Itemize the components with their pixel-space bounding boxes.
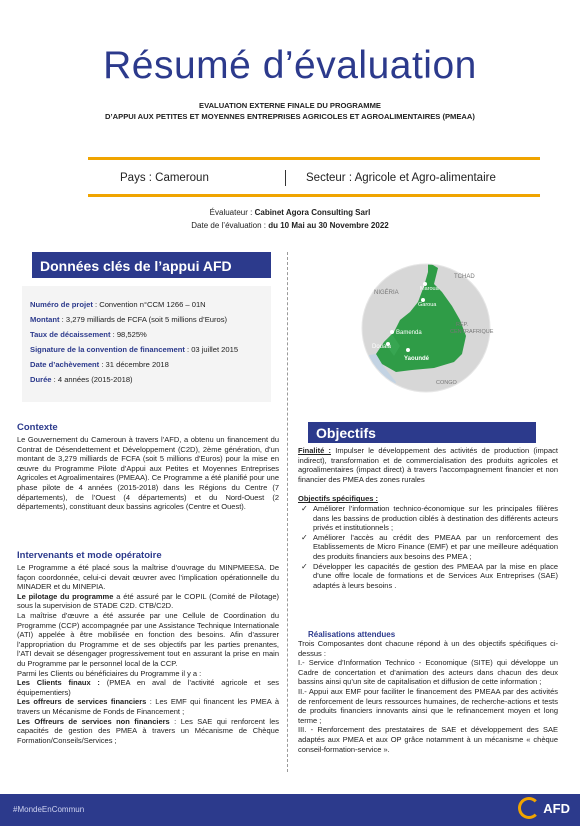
key-data-panel <box>22 286 271 402</box>
sector-label: Secteur : <box>306 172 355 184</box>
sector-info <box>306 172 496 184</box>
key-data-label: Numéro de projet <box>30 300 93 309</box>
key-data-value: : 4 années (2015-2018) <box>51 375 133 384</box>
map-label-bamenda: Bamenda <box>396 330 422 336</box>
evaluation-date-line <box>0 221 580 230</box>
key-data-label: Taux de décaissement <box>30 330 111 339</box>
objectives-header: Objectifs <box>308 422 536 443</box>
finality <box>298 446 558 484</box>
map-label-congo: CONGO <box>436 380 457 386</box>
list-item <box>301 503 558 533</box>
map-label-maroua: Maroua <box>420 286 439 292</box>
key-data-label: Durée <box>30 375 52 384</box>
map-label-tchad: TCHAD <box>454 274 475 280</box>
stakeholders-p5 <box>17 678 279 697</box>
checkmark-icon: ✓ <box>301 561 308 571</box>
key-data-row <box>30 312 271 327</box>
map-label-garoua: Garoua <box>418 302 437 308</box>
expected-results-iii: III. - Renforcement des prestataires de SAE et développement des SAE adaptés aux PMEA et aux OP grâce notamment à un mécanisme « chèque conseil-formation-service ». <box>298 725 558 754</box>
specific-objectives-title: Objectifs spécifiques : <box>298 494 379 504</box>
cameroon-map <box>356 262 496 394</box>
expected-results-intro: Trois Composantes dont chacune répond à un des objectifs spécifiques ci-dessus : <box>298 639 558 658</box>
key-data-row <box>30 327 271 342</box>
afd-logo-icon <box>518 797 540 819</box>
key-data-label: Montant <box>30 315 60 324</box>
stakeholders-p7-text: : Les SAE qui renforcent les capacités de gestion des PMEA à travers un Mécanisme de Chèque Formation/Conseils/Services ; <box>17 716 279 745</box>
afd-logo <box>518 797 570 819</box>
key-data-value: : 03 juillet 2015 <box>184 345 239 354</box>
map-label-rca-2: CENTRAFRIQUE <box>450 329 494 335</box>
specific-objectives-list <box>301 503 558 590</box>
stakeholders-p3: La maîtrise d’œuvre a été assurée par une Cellule de Coordination du Programme (CCP) accompagnée par une Assistance Technique Internationale (ATI) appelée à être mobilisée en fonction des besoins. Afin d’assurer l’appropriation du Programme et de ses objectifs par les parties prenantes, l’ATI devait se désengager progressivement tout en assurant la prise en main du Programme par le personnel local de la CCP. <box>17 610 279 668</box>
objectives-section <box>298 446 558 590</box>
info-separator <box>285 170 286 186</box>
evaluation-date-value: du 10 Mai au 30 Novembre 2022 <box>268 221 389 230</box>
key-data-row <box>30 342 271 357</box>
country-info <box>120 172 209 184</box>
key-data-value: : Convention n°CCM 1266 – 01N <box>92 300 206 309</box>
key-data-row <box>30 297 271 312</box>
footer-bar <box>0 794 580 826</box>
afd-logo-text: AFD <box>543 800 570 816</box>
stakeholders-title: Intervenants et mode opératoire <box>17 550 162 561</box>
country-value: Cameroun <box>155 172 209 184</box>
country-label: Pays : <box>120 172 156 184</box>
map-label-douala: Douala <box>372 344 392 350</box>
expected-results-section <box>298 630 558 754</box>
key-data-row <box>30 357 271 372</box>
stakeholders-p2 <box>17 592 279 611</box>
specific-objectives-label <box>298 494 558 504</box>
stakeholders-p5-label: Les Clients finaux : <box>17 678 100 688</box>
column-separator <box>287 252 288 772</box>
key-data-value: : 31 décembre 2018 <box>99 360 169 369</box>
list-item <box>301 561 558 591</box>
context-section <box>17 422 279 512</box>
key-data-value: : 3,279 milliards de FCFA (soit 5 millions d’Euros) <box>59 315 228 324</box>
finality-label: Finalité : <box>298 446 331 455</box>
key-data-label: Date d’achèvement <box>30 360 100 369</box>
stakeholders-p6-text: : Les EMF qui financent les PMEA à travers un Mécanisme de Fonds de Financement ; <box>17 697 279 716</box>
list-item <box>301 532 558 562</box>
stakeholders-p6-label: Les offreurs de services financiers <box>17 697 147 707</box>
key-data-label: Signature de la convention de financement <box>30 345 185 354</box>
top-divider <box>88 157 540 160</box>
context-title: Contexte <box>17 422 58 433</box>
checkmark-icon: ✓ <box>301 532 308 542</box>
key-data-row <box>30 372 271 387</box>
context-text: Le Gouvernement du Cameroun à travers l’AFD, a obtenu un financement du Contrat de Désendettement et Développement (C2D), 2ème génération, d’un montant de 3,279 milliards de FCFA (soit 5 millions d’Euros) pour la mise en œuvre du Programme Pilote d’Appui aux Petites et Moyennes Entreprises Agricoles et Agroalimentaires (PMEAA). Ce Programme a été planifié pour une phase pilote de 4 années (2015-2018) dans les Régions du Centre (7 départements), de l’Ouest (4 départements) et du Nord-Ouest (2 départements), constituant deux bassins agricoles (Centre et Ouest). <box>17 435 279 512</box>
bottom-divider <box>88 194 540 197</box>
stakeholders-p7 <box>17 717 279 746</box>
page-subtitle <box>0 100 580 122</box>
map-label-rca-1: RÉP. <box>456 322 469 328</box>
stakeholders-p1: Le Programme a été placé sous la maîtrise d’ouvrage du MINPMEESA. De façon coordonnée, celui-ci devait œuvrer avec l’implication opérationnelle du MINADER et du MINEPIA. <box>17 563 279 592</box>
stakeholders-p6 <box>17 697 279 716</box>
sector-value: Agricole et Agro-alimentaire <box>354 172 496 184</box>
key-data-header: Données clés de l’appui AFD <box>32 252 271 278</box>
stakeholders-p2-text: a été assuré par le COPIL (Comité de Pilotage) sous la supervision de STADE C2D. CTB/C2D. <box>17 591 279 611</box>
evaluator-line <box>0 208 580 217</box>
objective-text: Améliorer l’information technico-économique sur les principales filières dans les bassins de production ciblés à destination des différents acteurs privés et institutionnels ; <box>313 503 558 533</box>
checkmark-icon: ✓ <box>301 503 308 513</box>
expected-results-i: I.- Service d’Information Technico - Economique (SITE) qui développe un Cadre de concertation et d’animation des acteurs dans chacun des deux bassins ainsi qu’un site de capitalisation et diffusion de cette information ; <box>298 658 558 687</box>
evaluation-date-label: Date de l’évaluation : <box>191 221 269 230</box>
map-label-yaounde: Yaoundé <box>404 356 430 362</box>
stakeholders-section <box>17 550 279 745</box>
subtitle-line-2: D’APPUI AUX PETITES ET MOYENNES ENTREPRISES AGRICOLES ET AGROALIMENTAIRES (PMEAA) <box>105 112 475 121</box>
evaluator-value: Cabinet Agora Consulting Sarl <box>254 208 371 217</box>
evaluator-label: Évaluateur : <box>209 208 255 217</box>
key-data-value: : 98,525% <box>110 330 147 339</box>
objective-text: Développer les capacités de gestion des PMEAA par la mise en place d’une offre locale de formations et de Services Aux Entreprises (SAE) adaptés à leurs besoins . <box>313 561 558 590</box>
objective-text: Améliorer l’accès au crédit des PMEAA par un renforcement des Etablissements de Micro Finance (EMF) et par une meilleure adéquation des produits financiers aux besoins des PMEA ; <box>313 532 558 561</box>
expected-results-title: Réalisations attendues <box>308 630 396 639</box>
page-title: Résumé d’évaluation <box>103 44 477 87</box>
stakeholders-p4: Parmi les Clients ou bénéficiaires du Programme il y a : <box>17 668 202 678</box>
expected-results-ii: II.- Appui aux EMF pour faciliter le financement des PMEAA par des activités de renforcement de leurs ressources humaines, de recherche-actions et tests de produits financiers innovants ainsi que le refinancement moyen et long terme ; <box>298 686 558 725</box>
finality-text: Impulser le développement des activités de production (impact indirect), transformation et de commercialisation des produits agricoles et agroalimentaires (impact direct) à travers l’accompagnement financier et non financier des PMEA des zones rurales <box>298 446 558 484</box>
footer-hashtag: #MondeEnCommun <box>13 805 85 814</box>
stakeholders-p5-text: (PMEA en aval de l’activité agricole et ses équipementiers) <box>17 678 279 697</box>
map-label-nigeria: NIGÉRIA <box>374 290 399 296</box>
stakeholders-p7-label: Les Offreurs de services non financiers <box>17 716 170 726</box>
subtitle-line-1: EVALUATION EXTERNE FINALE DU PROGRAMME <box>199 101 381 110</box>
stakeholders-p2-label: Le pilotage du programme <box>17 591 114 601</box>
